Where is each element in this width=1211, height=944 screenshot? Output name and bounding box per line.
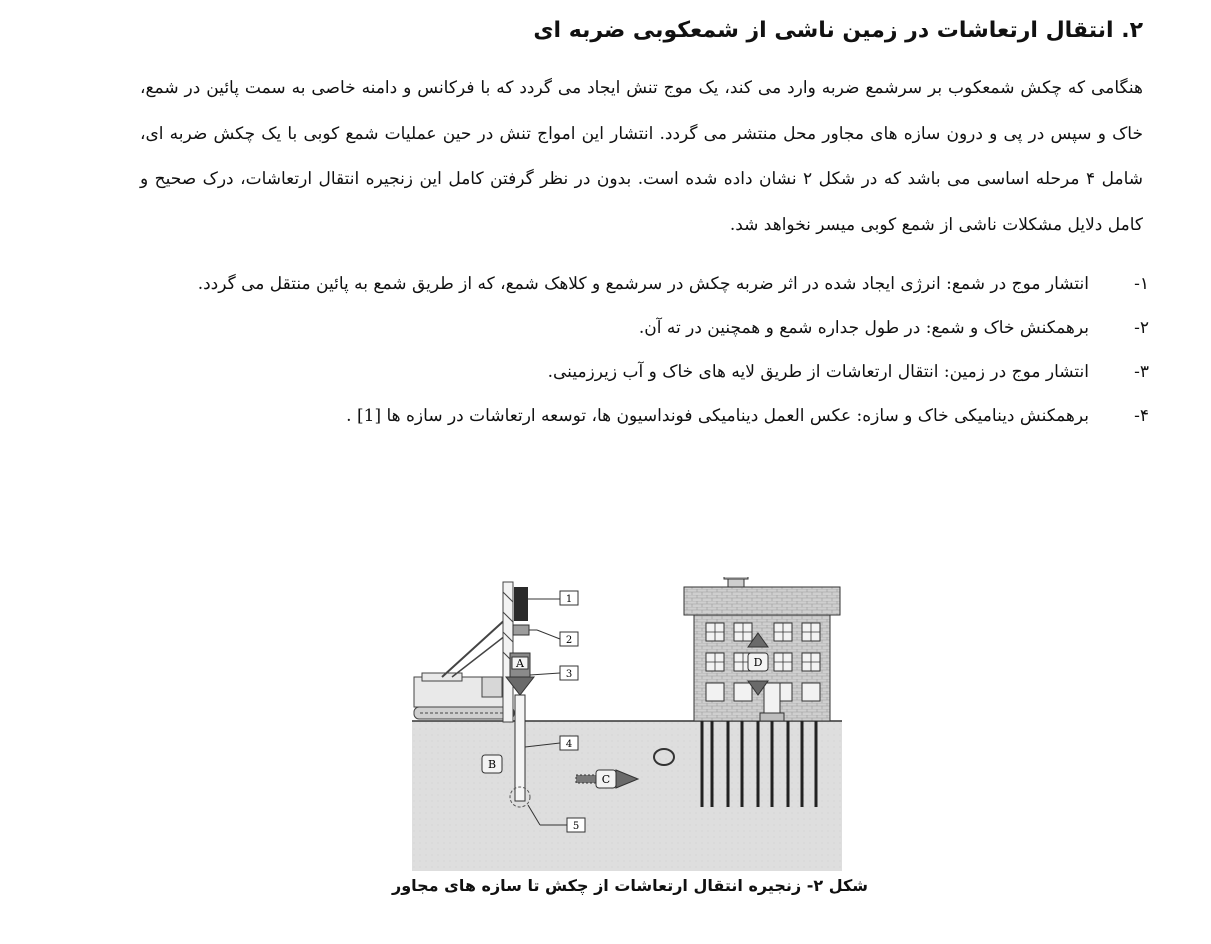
stage-list [150,262,1149,438]
vibration-chain-figure [412,577,842,871]
pile [515,695,525,801]
callout-3 [530,666,578,680]
piling-rig [414,617,514,719]
leader-mast [503,582,513,722]
svg-text:1: 1 [565,594,573,605]
list-item [150,350,1149,394]
list-item-number: ۲- [1134,318,1149,338]
label-a: A [516,657,524,670]
list-item [150,306,1149,350]
list-item-number: ۱- [1134,274,1149,294]
pile-cap [513,625,529,635]
label-b: B [487,758,497,771]
list-item-text: انتشار موج در زمین: انتقال ارتعاشات از طریق لایه های خاک و آب زیرزمینی. [547,362,1089,382]
list-item-text: برهمکنش خاک و شمع: در طول جداره شمع و همچنین در ته آن. [638,318,1089,338]
hammer [514,587,528,621]
svg-text:5: 5 [572,821,580,832]
svg-text:2: 2 [565,635,573,646]
svg-text:4: 4 [565,739,573,750]
intro-paragraph: هنگامی که چکش شمعکوب بر سرشمع ضربه وارد می کند، یک موج تنش ایجاد می گردد که با فرکانس و دامنه خاصی به سمت پائین در شمع، خاک و سپس در پی و درون سازه های مجاور محل منتشر می گردد. انتشار این امواج تنش در حین عملیات شمع کوبی با یک چکش ضربه ای، شامل ۴ مرحله اساسی می باشد که در شکل ۲ نشان داده شده است. بدون در نظر گرفتن کامل این زنجیره انتقال ارتعاشات، درک صحیح و کامل دلایل مشکلات ناشی از شمع کوبی میسر نخواهد شد. [140,78,1143,235]
figure-caption: شکل ۲- زنجیره انتقال ارتعاشات از چکش تا سازه های مجاور [391,876,869,895]
adjacent-building [684,577,840,721]
callout-1 [528,591,578,605]
label-c: C [601,773,611,786]
callout-2 [529,630,578,646]
figure-illustration [412,577,842,871]
list-item [150,394,1149,438]
soil-layer [412,721,842,871]
section-heading: ۲. انتقال ارتعاشات در زمین ناشی از شمعکوبی ضربه ای [533,18,1143,43]
list-item [150,262,1149,306]
svg-text:3: 3 [565,669,573,680]
list-item-number: ۳- [1134,362,1149,382]
list-item-number: ۴- [1134,406,1149,426]
list-item-text: انتشار موج در شمع: انرژی ایجاد شده در اثر ضربه چکش در سرشمع و کلاهک شمع، که از طریق شمع به پائین منتقل می گردد. [197,274,1089,294]
list-item-text: برهمکنش دینامیکی خاک و سازه: عکس العمل دینامیکی فونداسیون ها، توسعه ارتعاشات در سازه ها [1] . [346,406,1089,426]
label-d: D [753,656,763,669]
